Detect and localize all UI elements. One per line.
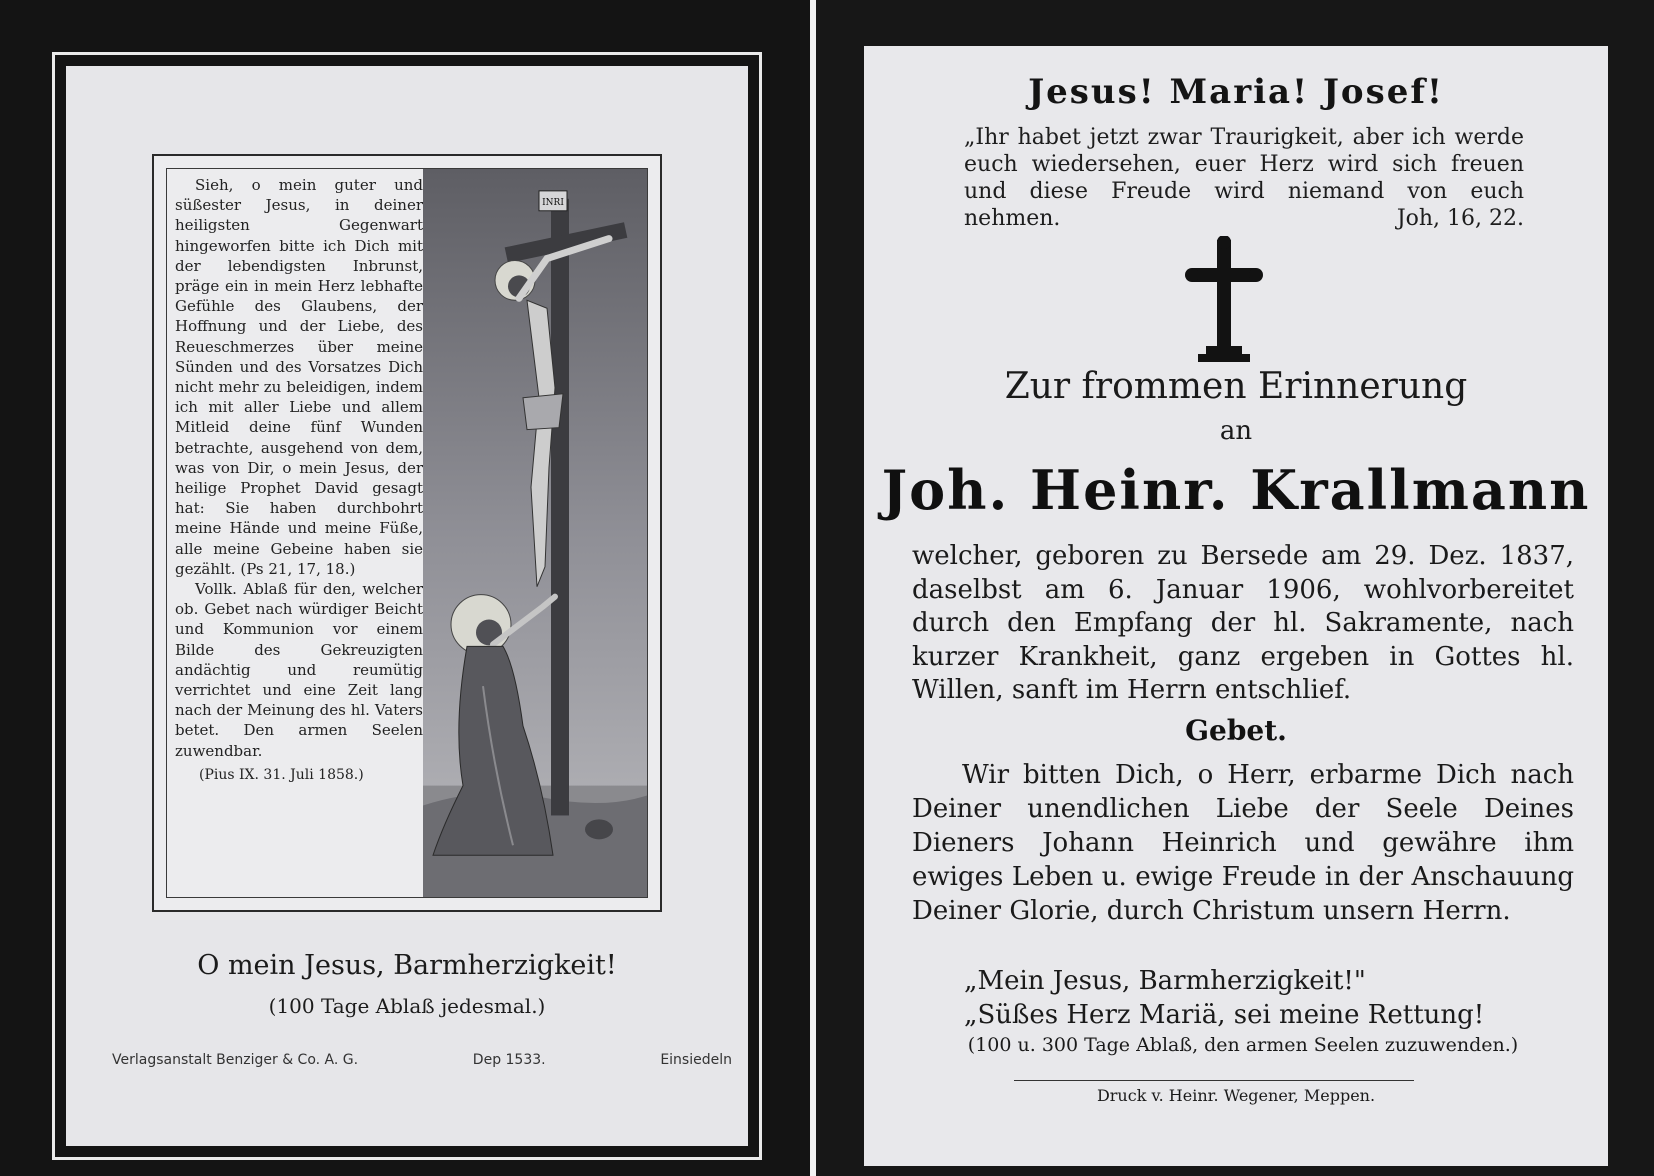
divider [1014, 1080, 1414, 1081]
prayer-text-block [175, 175, 423, 815]
inri-label: INRI [542, 197, 564, 208]
quote-text: „Ihr habet jetzt zwar Traurigkeit, aber ich werde euch wiedersehen, euer Herz wird sich freuen und diese Freude wird niemand von euch nehmen. [964, 125, 1524, 231]
indulgence-text: Vollk. Ablaß für den, welcher ob. Gebet nach würdiger Beicht und Kommunion vor einem Bilde des Gekreuzigten andächtig und reumütig verrichtet und eine Zeit lang nach der Meinung des hl. Vaters betet. Den armen Seelen zuwendbar. [175, 580, 423, 760]
devotional-picture-frame [152, 154, 662, 912]
deceased-name: Joh. Heinr. Krallmann [881, 458, 1591, 522]
crucifixion-engraving [423, 169, 647, 897]
printer-imprint: Druck v. Heinr. Wegener, Meppen. [1096, 1086, 1376, 1105]
card-heading: Jesus! Maria! Josef! [1028, 72, 1444, 112]
left-mourning-card [0, 0, 810, 1176]
remembrance-heading: Zur frommen Erinnerung [1004, 366, 1468, 407]
jesus-mercy-line: O mein Jesus, Barmherzigkeit! [197, 950, 617, 981]
publisher-footer [112, 1052, 732, 1068]
crucifixion-engraving-image [423, 169, 647, 897]
prayer-text: Sieh, o mein guter und süßester Jesus, in deiner heiligsten Gegenwart hingeworfen bitte ich Dich mit der lebendigsten Inbrunst, präge ein in mein Herz lebhafte Gefühle des Glaubens, der Hoffnung und der Liebe, des Reueschmerzes über meine Sünden und des Vorsatzes Dich nicht mehr zu beleidigen, indem ich mit aller Liebe und allem Mitleid deine fünf Wunden betrachte, ausgehend von dem, was von Dir, o mein Jesus, der heilige Prophet David gesagt hat: Sie haben durchbohrt meine Hände und meine Füße, alle meine Gebeine haben sie gezählt. (Ps 21, 17, 18.) [175, 176, 423, 578]
cross-icon [1184, 236, 1264, 366]
publisher-name: Verlagsanstalt Benziger & Co. A. G. [112, 1052, 359, 1068]
biography-text: welcher, geboren zu Bersede am 29. Dez. 1837, daselbst am 6. Januar 1906, wohlvorbereitet durch den Empfang der hl. Sakramente, nach kurzer Krankheit, ganz ergeben in Gottes hl. Willen, sanft im Herrn entschlief. [912, 541, 1574, 705]
prayer-text-right: Wir bitten Dich, o Herr, erbarme Dich nach Deiner unendlichen Liebe der Seele Deines Dieners Johann Heinrich und gewähre ihm ewiges Leben u. ewige Freude in der Anschauung Deiner Glorie, durch Christum unsern Herrn. [912, 760, 1574, 926]
scripture-quote [964, 124, 1524, 232]
quote-reference: Joh, 16, 22. [1396, 206, 1524, 231]
remembrance-an: an [1219, 416, 1253, 446]
right-card-paper [864, 46, 1608, 1166]
invocation-jesus: „Mein Jesus, Barmherzigkeit!" [964, 966, 1366, 996]
left-card-paper [66, 66, 748, 1146]
publisher-place: Einsiedeln [660, 1052, 732, 1068]
prayer-heading: Gebet. [1185, 714, 1287, 747]
indulgence-signature: (Pius IX. 31. Juli 1858.) [199, 766, 364, 783]
devotional-picture [166, 168, 648, 898]
indulgence-line: (100 Tage Ablaß jedesmal.) [268, 994, 546, 1018]
right-mourning-card [816, 0, 1654, 1176]
publisher-dep: Dep 1533. [472, 1052, 546, 1068]
indulgence-note: (100 u. 300 Tage Ablaß, den armen Seelen zuzuwenden.) [967, 1034, 1519, 1056]
invocation-heart: „Süßes Herz Mariä, sei meine Rettung! [964, 1000, 1485, 1030]
